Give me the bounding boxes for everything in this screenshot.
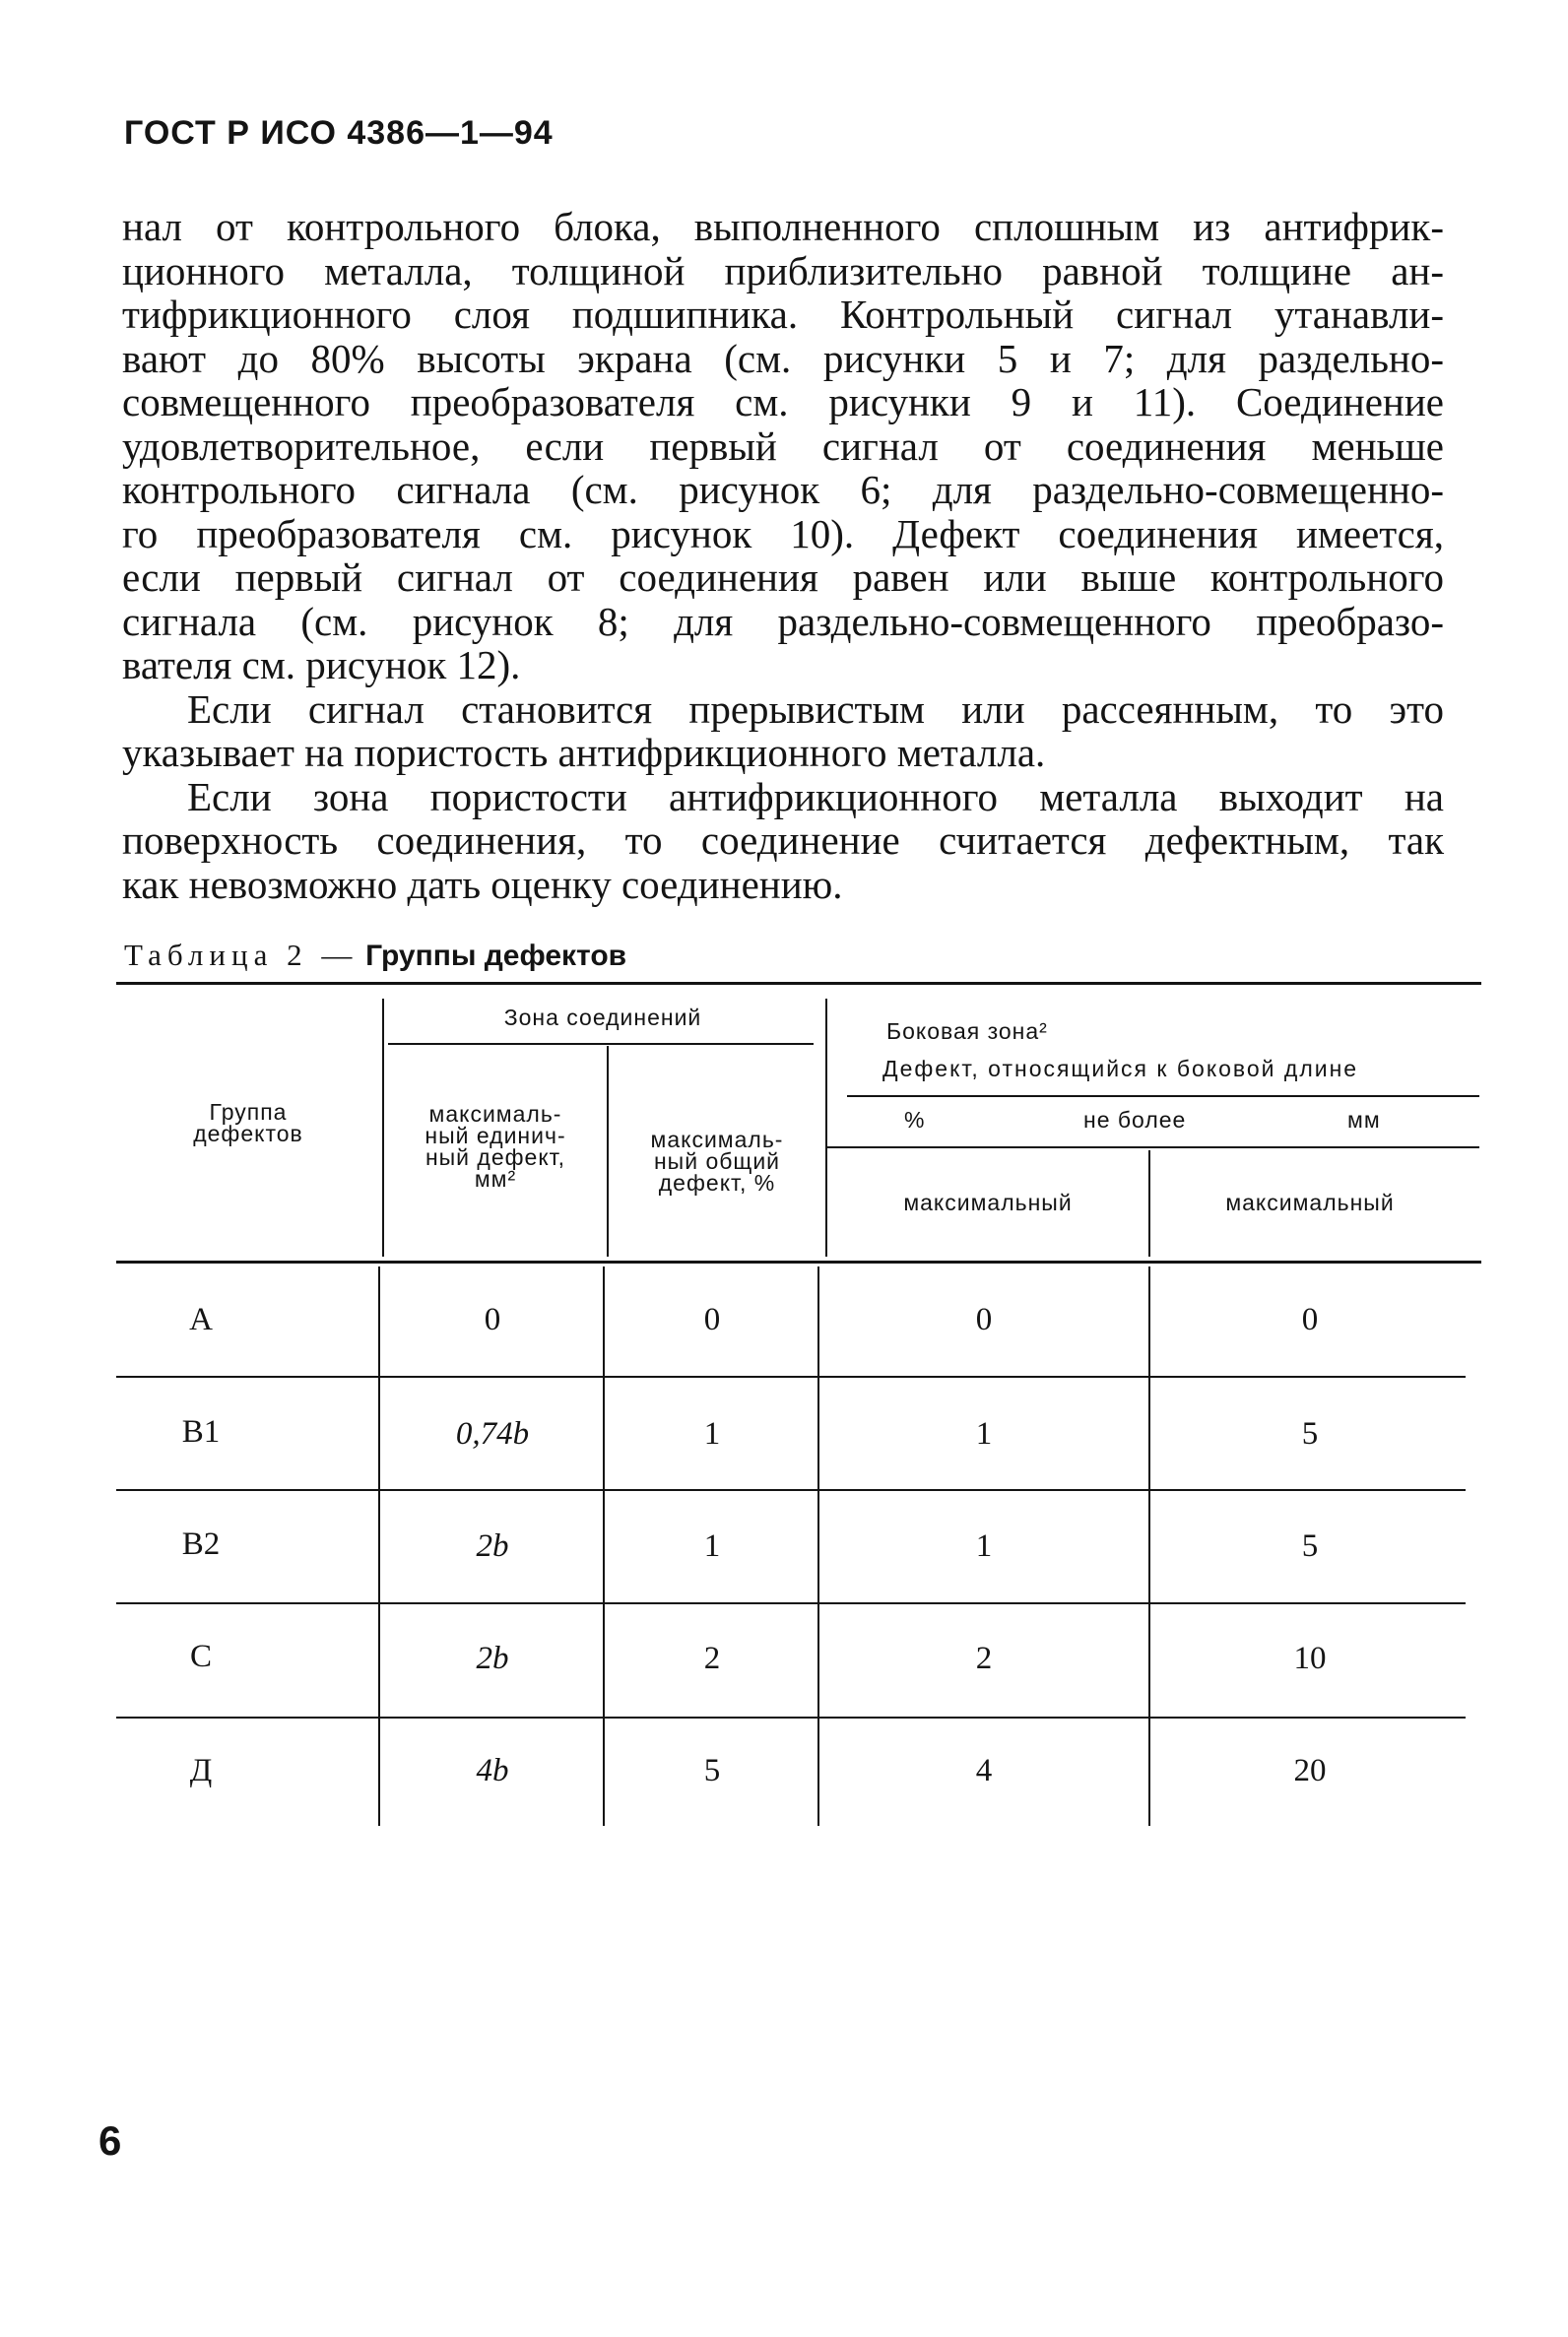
- table-caption: [124, 938, 626, 973]
- cell-single-defect: 0: [484, 1302, 501, 1337]
- cell-side-percent: 1: [975, 1416, 993, 1452]
- header-max-percent: максимальный: [903, 1190, 1073, 1215]
- table-caption-label: Таблица 2 —: [124, 938, 359, 972]
- cell-side-percent: 4: [975, 1753, 993, 1788]
- header-divider: [827, 1146, 1479, 1148]
- cell-total-defect: 1: [703, 1528, 721, 1564]
- header-divider: [847, 1095, 1479, 1097]
- cell-group: С: [189, 1639, 212, 1674]
- column-rule: [825, 999, 827, 1257]
- column-rule: [382, 999, 384, 1257]
- cell-side-mm: 20: [1293, 1753, 1327, 1788]
- unit-not-more: не более: [1083, 1107, 1187, 1133]
- cell-side-percent: 0: [975, 1302, 993, 1337]
- cell-side-percent: 2: [975, 1641, 993, 1676]
- header-bottom-rule: [116, 1261, 1481, 1264]
- text-line: ционного металла, толщиной приблизительно равной толщине ан-: [122, 247, 1444, 293]
- row-rule: [116, 1376, 1466, 1378]
- cell-group: В1: [181, 1414, 221, 1450]
- cell-group: Д: [189, 1753, 213, 1788]
- header-joint-zone: Зона соединений: [503, 1005, 702, 1030]
- row-rule: [116, 1602, 1466, 1604]
- header-max-mm: максимальный: [1225, 1190, 1395, 1215]
- text-line: вают до 80% высоты экрана (см. рисунки 5 и 7; для раздельно-: [122, 335, 1444, 381]
- cell-single-defect: 4b: [476, 1753, 509, 1788]
- header-side-desc: Дефект, относящийся к боковой длине: [882, 1056, 1359, 1081]
- cell-side-mm: 5: [1301, 1416, 1319, 1452]
- row-rule: [116, 1489, 1466, 1491]
- text-line: контрольного сигнала (см. рисунок 6; для раздельно-совмещенно-: [122, 467, 1444, 512]
- header-single-defect: максималь- ный единич- ный дефект, мм²: [425, 1101, 566, 1192]
- text-line: нал от контрольного блока, выполненного сплошным из антифрик-: [122, 204, 1444, 249]
- column-rule: [1148, 1150, 1150, 1257]
- cell-total-defect: 0: [703, 1302, 721, 1337]
- text-line: Если сигнал становится прерывистым или рассеянным, то это: [187, 685, 1444, 732]
- column-rule: [378, 1266, 380, 1826]
- table-top-rule: [116, 982, 1481, 985]
- cell-group: А: [189, 1302, 213, 1337]
- cell-single-defect: 2b: [476, 1528, 509, 1564]
- text-line: указывает на пористость антифрикционного металла.: [122, 730, 1046, 775]
- cell-side-mm: 0: [1301, 1302, 1319, 1337]
- cell-side-mm: 10: [1293, 1641, 1327, 1676]
- cell-total-defect: 1: [703, 1416, 721, 1452]
- cell-single-defect: 0,74b: [455, 1416, 530, 1452]
- cell-side-mm: 5: [1301, 1528, 1319, 1564]
- paragraph: [122, 775, 1444, 907]
- unit-percent: %: [904, 1107, 926, 1133]
- cell-group: В2: [181, 1526, 221, 1562]
- header-total-defect: максималь- ный общий дефект, %: [650, 1127, 784, 1196]
- column-rule: [603, 1266, 605, 1826]
- text-line: поверхность соединения, то соединение считается дефектным, так: [122, 817, 1444, 863]
- column-rule: [1148, 1266, 1150, 1826]
- text-line: Если зона пористости антифрикционного металла выходит на: [187, 773, 1444, 819]
- cell-total-defect: 2: [703, 1641, 721, 1676]
- cell-total-defect: 5: [703, 1753, 721, 1788]
- header-group: Группа дефектов: [193, 1099, 303, 1146]
- text-line: совмещенного преобразователя см. рисунки 9 и 11). Соединение: [122, 379, 1444, 424]
- paragraph: [122, 205, 1444, 687]
- cell-single-defect: 2b: [476, 1641, 509, 1676]
- text-line: вателя см. рисунок 12).: [122, 642, 521, 687]
- paragraph: [122, 687, 1444, 775]
- column-rule: [607, 1046, 609, 1257]
- header-side-zone: Боковая зона²: [886, 1018, 1048, 1044]
- cell-side-percent: 1: [975, 1528, 993, 1564]
- text-line: го преобразователя см. рисунок 10). Дефект соединения имеется,: [122, 510, 1444, 556]
- text-line: как невозможно дать оценку соединению.: [122, 861, 843, 907]
- body-text: [122, 205, 1444, 906]
- column-rule: [817, 1266, 819, 1826]
- header-divider: [388, 1043, 814, 1045]
- row-rule: [116, 1717, 1466, 1719]
- page-number: 6: [98, 2117, 122, 2164]
- text-line: удовлетворительное, если первый сигнал от соединения меньше: [122, 422, 1444, 469]
- text-line: если первый сигнал от соединения равен или выше контрольного: [122, 554, 1444, 600]
- text-line: тифрикционного слоя подшипника. Контрольный сигнал утанавли-: [122, 292, 1444, 337]
- document-header: ГОСТ Р ИСО 4386—1—94: [124, 114, 554, 152]
- table-caption-title: Группы дефектов: [365, 940, 627, 972]
- text-line: сигнала (см. рисунок 8; для раздельно-совмещенного преобразо-: [122, 598, 1444, 644]
- unit-mm: мм: [1347, 1107, 1381, 1133]
